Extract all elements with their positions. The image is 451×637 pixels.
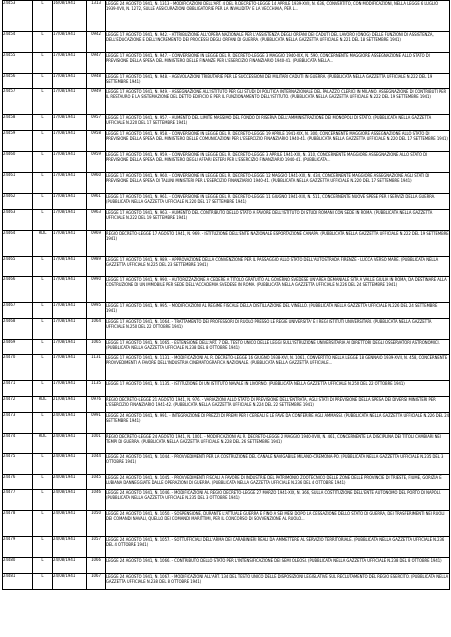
legislation-table [2, 0, 450, 590]
act-title-cell: LEGGE 24 AGOSTO 1941, N. 1066. - CONTRIBUTO DELLO STATO PER L'INTENSIFICAZIONE DEI SEMI OLEOSI. (PUBBLICATA NELLA GAZZETTA UFFICIALE N.238 DEL 8 OTTOBRE 1941) [106, 558, 450, 574]
act-type-cell: L [33, 152, 53, 173]
act-title-cell: LEGGE 24 AGOSTO 1941, N. 1046. - MODIFICAZIONI AL REGIO DECRETO-LEGGE 27 MARZO 1941-XIX, N. 366, SULLA COSTITUZIONE DELL'ENTE AUTONOMO DEL PORTO DI NAPOLI. (PUBBLICATA NELLA GAZZETTA UFFICIALE N.235 DEL 3 OTTOBRE 1941) [106, 490, 450, 511]
act-date-cell: 16/08/1941 [53, 1, 87, 32]
act-title-cell: LEGGE 17 AGOSTO 1941, N. 961. - CONVERSIONE IN LEGGE DEL R. DECRETO-LEGGE 11 GIUGNO 1941-XIX, N. 511, CONCERNENTE NUOVE SPESE PER I SERVIZI DELLA GUERRA. (PUBBLICATA NELLA GAZZETTA UFFICIALE N.220 DEL 17 SETTEMBRE 1941) [106, 194, 450, 210]
act-type-cell: L [33, 490, 53, 511]
act-date-cell: 17/08/1941 [53, 319, 87, 340]
act-date-cell: 24/08/1941 [53, 511, 87, 537]
act-date-cell: 17/08/1941 [53, 340, 87, 355]
table-row [3, 32, 450, 53]
act-date-cell: 17/08/1941 [53, 231, 87, 257]
act-type-cell: L [33, 537, 53, 558]
record-number-cell: 24462 [3, 194, 33, 210]
table-row [3, 210, 450, 231]
record-number-cell: 24461 [3, 173, 33, 194]
act-type-cell: L [33, 173, 53, 194]
table-row [3, 355, 450, 381]
act-type-cell: L [33, 475, 53, 490]
act-type-cell: L [33, 257, 53, 277]
record-number-cell: 24477 [3, 490, 33, 511]
act-title-cell: LEGGE 24 AGOSTO 1941, N. 1067. - MODIFICAZIONI ALL'ART. 134 DEL TESTO UNICO DELLE DISPOSIZIONI LEGISLATIVE SUL RECLUTAMENTO DEL REGIO ESERCITO. (PUBBLICATA NELLA GAZZETTA UFFICIALE N.238 DEL 8 OTTOBRE 1941) [106, 574, 450, 590]
table-row [3, 74, 450, 89]
act-type-cell: L [33, 574, 53, 590]
act-number-cell: 1050 [87, 511, 106, 537]
act-type-cell: L [33, 511, 53, 537]
act-type-cell: RDL [33, 434, 53, 454]
act-date-cell: 24/08/1941 [53, 454, 87, 475]
act-title-cell: LEGGE 24 AGOSTO 1941, N. 991. - INTEGRAZIONE DI PREZZI DI PREMI PER I CEREALI E LE FAVE DA CONFERIRE AGLI AMMASSI. (PUBBLICATA NELLA GAZZETTA UFFICIALE N.226 DEL 24 SETTEMBRE 1941) [106, 413, 450, 434]
table-row [3, 475, 450, 490]
table-row [3, 131, 450, 152]
record-number-cell: 24478 [3, 511, 33, 537]
act-number-cell: 0963 [87, 210, 106, 231]
record-number-cell: 24469 [3, 340, 33, 355]
table-row [3, 194, 450, 210]
table-row [3, 89, 450, 115]
act-number-cell: 0990 [87, 277, 106, 303]
table-row [3, 303, 450, 319]
record-number-cell: 24470 [3, 355, 33, 381]
table-row [3, 152, 450, 173]
table-row [3, 231, 450, 257]
act-date-cell: 17/08/1941 [53, 131, 87, 152]
act-date-cell: 24/08/1941 [53, 475, 87, 490]
table-row [3, 434, 450, 454]
act-date-cell: 17/08/1941 [53, 53, 87, 74]
act-date-cell: 24/08/1941 [53, 574, 87, 590]
table-row [3, 257, 450, 277]
table-row [3, 53, 450, 74]
table-row [3, 397, 450, 413]
act-type-cell: L [33, 194, 53, 210]
act-number-cell: 0989 [87, 257, 106, 277]
act-type-cell: L [33, 413, 53, 434]
act-date-cell: 17/08/1941 [53, 381, 87, 397]
act-date-cell: 17/08/1941 [53, 257, 87, 277]
act-title-cell: LEGGE 17 AGOSTO 1941, N. 990. - AUTORIZZAZIONE A CEDERE A TITOLO GRATUITO AL GOVERNO SVEDESE UN'AREA DEMANIALE SITA A VALLE GIULIA IN ROMA, DA DESTINARE ALLA COSTRUZIONE DI UN IMMOBILE PER SEDE DELL'ACCADEMIA SVEDESE IN ROMA. (PUBBLICATA NELLA GAZZETTA UFFICIALE N.226 DEL 24 SETTEMBRE 1941) [106, 277, 450, 303]
table-row [3, 537, 450, 558]
record-number-cell: 24465 [3, 257, 33, 277]
record-number-cell: 24481 [3, 574, 33, 590]
act-date-cell: 24/08/1941 [53, 490, 87, 511]
act-number-cell: 1313 [87, 1, 106, 32]
record-number-cell: 24463 [3, 210, 33, 231]
record-number-cell: 24474 [3, 434, 33, 454]
record-number-cell: 24480 [3, 558, 33, 574]
table-row [3, 574, 450, 590]
table-row [3, 115, 450, 131]
act-type-cell: L [33, 381, 53, 397]
act-number-cell: 0961 [87, 194, 106, 210]
act-number-cell: 0948 [87, 74, 106, 89]
act-number-cell: 0949 [87, 89, 106, 115]
act-date-cell: 17/08/1941 [53, 74, 87, 89]
act-number-cell: 1044 [87, 454, 106, 475]
table-row [3, 413, 450, 434]
record-number-cell: 24464 [3, 231, 33, 257]
act-date-cell: 17/08/1941 [53, 32, 87, 53]
act-type-cell: L [33, 340, 53, 355]
act-date-cell: 21/08/1941 [53, 397, 87, 413]
record-number-cell: 24460 [3, 152, 33, 173]
act-title-cell: LEGGE 17 AGOSTO 1941, N. 989. - APPROVAZIONE DELLA CONVENZIONE PER IL PASSAGGIO ALLO STATO DELL'AUTOSTRADA FIRENZE - LUCCA VERSO MARE. (PUBBLICATA NELLA GAZZETTA UFFICIALE N.225 DEL 23 SETTEMBRE 1941) [106, 257, 450, 277]
act-number-cell: 1066 [87, 558, 106, 574]
act-number-cell: 0969 [87, 231, 106, 257]
act-number-cell: 0957 [87, 115, 106, 131]
act-title-cell: LEGGE 24 AGOSTO 1941, N. 1045. - PROVVEDIMENTI FISCALI A FAVORE DI INDUSTRIE DEL PATRIMONIO ZOOTECNICO DELLE ZONE DELLE PROVINCIE DI TRIESTE, FIUME, GORIZIA E LUBIANA DANNEGGIATE DALLE OPERAZIONI DI GUERRA. (PUBBLICATA NELLA GAZZETTA UFFICIALE N.236 DEL 4 OTTOBRE 1941) [106, 475, 450, 490]
record-number-cell: 24479 [3, 537, 33, 558]
act-title-cell: LEGGE 17 AGOSTO 1941, N. 948. - AGEVOLAZIONI TRIBUTARIE PER LE SUCCESSIONI DEI MILITARI CADUTI IN GUERRA. (PUBBLICATA NELLA GAZZETTA UFFICIALE N.222 DEL 19 SETTEMBRE 1941) [106, 74, 450, 89]
act-date-cell: 24/08/1941 [53, 434, 87, 454]
record-number-cell: 24454 [3, 32, 33, 53]
act-number-cell: 0959 [87, 152, 106, 173]
act-date-cell: 17/08/1941 [53, 355, 87, 381]
table-row [3, 454, 450, 475]
act-number-cell: 0942 [87, 32, 106, 53]
act-type-cell: L [33, 131, 53, 152]
act-number-cell: 0976 [87, 397, 106, 413]
act-type-cell: L [33, 277, 53, 303]
act-title-cell: REGIO DECRETO-LEGGE 24 AGOSTO 1941, N. 1001. - MODIFICAZIONI AL R. DECRETO-LEGGE 2 MAGGIO 1940-XVIII, N. 461, CONCERNENTE LA DISCIPLINA DEI TITOLI CAMBIARI NEI TEMPI DI GUERRA. (PUBBLICATA NELLA GAZZETTA UFFICIALE N.228 DEL 26 SETTEMBRE 1941) [106, 434, 450, 454]
act-number-cell: 0995 [87, 303, 106, 319]
act-date-cell: 17/08/1941 [53, 277, 87, 303]
table-row [3, 511, 450, 537]
record-number-cell: 24456 [3, 74, 33, 89]
table-row [3, 319, 450, 340]
act-date-cell: 17/08/1941 [53, 210, 87, 231]
record-number-cell: 24466 [3, 277, 33, 303]
act-type-cell: RDL [33, 231, 53, 257]
act-type-cell: L [33, 1, 53, 32]
act-title-cell: LEGGE 24 AGOSTO 1941, N. 1050. - SOSPENSIONE, DURANTE L'ATTUALE GUERRA E FINO A SEI MESI DOPO LA CESSAZIONE DELLO STATO DI GUERRA, DEI TRASFERIMENTI NEI RUOLI DEI COMANDI NAVALI, QUELLO DEI COMANDI MARITTIMI, PER IL CONCORSO DI SOVVENZIONE AL RUOLO... [106, 511, 450, 537]
act-type-cell: L [33, 319, 53, 340]
table-row [3, 1, 450, 32]
act-title-cell: LEGGE 17 AGOSTO 1941, N. 957. - AUMENTO DEL LIMITE MASSIMO DEL FONDO DI RISERVA DELL'AMMINISTRAZIONE DEI MONOPOLI DI STATO. (PUBBLICATA NELLA GAZZETTA UFFICIALE N.220 DEL 17 SETTEMBRE 1941) [106, 115, 450, 131]
record-number-cell: 24475 [3, 454, 33, 475]
table-row [3, 381, 450, 397]
act-title-cell: LEGGE 17 AGOSTO 1941, N. 1064. - TRATTAMENTO DEI PROFESSORI DI RUOLO PRESSO LE REGIE UNIVERSITA' E I REGI ISTITUTI UNIVERSITARI. (PUBBLICATA NELLA GAZZETTA UFFICIALE N.250 DEL 22 OTTOBRE 1941) [106, 319, 450, 340]
act-number-cell: 0947 [87, 53, 106, 74]
act-type-cell: L [33, 32, 53, 53]
act-date-cell: 24/08/1941 [53, 537, 87, 558]
act-type-cell: L [33, 303, 53, 319]
act-type-cell: L [33, 454, 53, 475]
act-date-cell: 17/08/1941 [53, 89, 87, 115]
record-number-cell: 24467 [3, 303, 33, 319]
act-title-cell: LEGGE 17 AGOSTO 1941, N. 1135. - ISTITUZIONE DI UN ISTITUTO NAVALE IN LIVORNO. (PUBBLICATA NELLA GAZZETTA UFFICIALE N.250 DEL 22 OTTOBRE 1941) [106, 381, 450, 397]
act-type-cell: L [33, 74, 53, 89]
act-date-cell: 17/08/1941 [53, 303, 87, 319]
act-title-cell: LEGGE 17 AGOSTO 1941, N. 959. - CONVERSIONE IN LEGGE DEL R. DECRETO-LEGGE 3 APRILE 1941-XIX, N. 310, CONCERNENTE MAGGIORE ASSEGNAZIONE ALLO STATO DI PREVISIONE DELLA SPESA DEL MINISTERO DEGLI AFFARI ESTERI PER L'ESERCIZIO FINANZIARIO 1940-41. (PUBBLICATA... [106, 152, 450, 173]
act-number-cell: 1065 [87, 340, 106, 355]
record-number-cell: 24458 [3, 115, 33, 131]
act-title-cell: LEGGE 24 AGOSTO 1941, N. 1044. - PROVVEDIMENTI PER LA COSTRUZIONE DEL CANALE NAVIGABILE MILANO-CREMONA-PO. (PUBBLICATA NELLA GAZZETTA UFFICIALE N.235 DEL 3 OTTOBRE 1941) [106, 454, 450, 475]
act-date-cell: 17/08/1941 [53, 194, 87, 210]
act-number-cell: 0960 [87, 173, 106, 194]
act-date-cell: 24/08/1941 [53, 558, 87, 574]
act-title-cell: REGIO DECRETO-LEGGE 21 AGOSTO 1941, N. 976. - VARIAZIONI ALLO STATO DI PREVISIONE DELL'ENTRATA, AGLI STATI DI PREVISIONE DELLA SPESA DEI DIVERSI MINISTERI PER L'ESERCIZIO FINANZIARIO 1941-42. (PUBBLICATA NELLA GAZZETTA UFFICIALE N.224 DEL 22 SETTEMBRE 1941) [106, 397, 450, 413]
act-date-cell: 17/08/1941 [53, 115, 87, 131]
act-number-cell: 1131 [87, 355, 106, 381]
act-type-cell: L [33, 89, 53, 115]
table-row [3, 277, 450, 303]
act-number-cell: 0958 [87, 131, 106, 152]
act-number-cell: 1046 [87, 490, 106, 511]
act-number-cell: 1064 [87, 319, 106, 340]
act-type-cell: L [33, 355, 53, 381]
act-type-cell: L [33, 53, 53, 74]
table-row [3, 340, 450, 355]
legislation-table-body [3, 1, 450, 590]
record-number-cell: 24471 [3, 381, 33, 397]
record-number-cell: 24457 [3, 89, 33, 115]
record-number-cell: 24473 [3, 413, 33, 434]
act-title-cell: LEGGE 17 AGOSTO 1941, N. 942. - ATTRIBUZIONE ALL'OPERA NAZIONALE PER L'ASSISTENZA DEGLI ORFANI DEI CADUTI DEL LAVORO (ONOG) DELLE FUNZIONI DI ASSISTENZA, DELL'EDUCAZIONE E DELL'INCREMENTO DEI PROCESSI DEGLI ORFANI DI GUERRA. (PUBBLICATA NELLA GAZZETTA UFFICIALE N.221 DEL 18 SETTEMBRE 1941) [106, 32, 450, 53]
record-number-cell: 24453 [3, 1, 33, 32]
table-row [3, 173, 450, 194]
act-title-cell: LEGGE 24 AGOSTO 1941, N. 1313 - MODIFICAZIONI DELL'ART. 4 DEL R.DECRETO-LEGGE 14 APRILE 1939-XVII, N. 636, CONVERTITO, CON MODIFICAZIONI, NELLA LEGGE 6 LUGLIO 1939-XVII, N. 1272, SULLE ASSICURAZIONI OBBLIGATORIE PER LA INVALIDITA' E LA VECCHIAIA, PER L... [106, 1, 450, 32]
act-type-cell: L [33, 558, 53, 574]
act-date-cell: 24/08/1941 [53, 413, 87, 434]
record-number-cell: 24459 [3, 131, 33, 152]
act-title-cell: LEGGE 17 AGOSTO 1941, N. 949. - ASSEGNAZIONE ALL'ISTITUTO PER GLI STUDI DI POLITICA INTERNAZIONALE DEL PALAZZO CLERICI IN MILANO. ASSEGNAZIONE DI CONTRIBUTI PER IL RESTAURO E LA SISTEMAZIONE DEL DETTO EDIFICIO E PER IL FUNZIONAMENTO DELL'ISTITUTO. (PUBBLICATA NELLA GAZZETTA UFFICIALE N.222 DEL 19 SETTEMBRE 1941) [106, 89, 450, 115]
act-title-cell: LEGGE 17 AGOSTO 1941, N. 1065. - ESTENSIONE DELL'ART. 7 DEL TESTO UNICO DELLE LEGGI SULL'ISTRUZIONE UNIVERSITARIA AI DIRETTORI DEGLI OSSERVATORI ASTRONOMICI. (PUBBLICATA NELLA GAZZETTA UFFICIALE N.238 DEL 8 OTTOBRE 1941) [106, 340, 450, 355]
table-row [3, 490, 450, 511]
act-number-cell: 1001 [87, 434, 106, 454]
act-number-cell: 1067 [87, 574, 106, 590]
act-number-cell: 1057 [87, 537, 106, 558]
act-title-cell: LEGGE 17 AGOSTO 1941, N. 960. - CONVERSIONE IN LEGGE DEL R. DECRETO-LEGGE 12 MAGGIO 1941-XIX, N. 434, CONCERNENTE MAGGIORE ASSEGNAZIONE AGLI STATI DI PREVISIONE DELLA SPESA DI TALUNI MINISTERI PER L'ESERCIZIO FINANZIARIO 1940-41. (PUBBLICATA NELLA GAZZETTA UFFICIALE N.220 DEL 17 SETTEMBRE 1941) [106, 173, 450, 194]
act-title-cell: LEGGE 17 AGOSTO 1941, N. 1131. - MODIFICAZIONI AL R. DECRETO-LEGGE 16 GIUGNO 1938-XVI, N. 1061, CONVERTITO NELLA LEGGE 18 GENNAIO 1939-XVII, N. 458, CONCERNENTE PROVVEDIMENTI A FAVORE DELL'INDUSTRIA CINEMATOGRAFICA NAZIONALE. (PUBBLICATA NELLA GAZZETTA UFFICIALE... [106, 355, 450, 381]
act-title-cell: LEGGE 17 AGOSTO 1941, N. 958. - CONVERSIONE IN LEGGE DEL R. DECRETO-LEGGE 19 APRILE 1941-XIX, N. 300, CONCERNENTE MAGGIORE ASSEGNAZIONE ALLO STATO DI PREVISIONE DELLA SPESA DEL MINISTERO DELLE COMUNICAZIONI PER L'ESERCIZIO FINANZIARIO 1940-41. (PUBBLICATA NELLA GAZZETTA UFFICIALE N.220 DEL 17 SETTEMBRE 1941) [106, 131, 450, 152]
record-number-cell: 24476 [3, 475, 33, 490]
act-number-cell: 1135 [87, 381, 106, 397]
act-title-cell: REGIO DECRETO-LEGGE 17 AGOSTO 1941, N. 969. - ISTITUZIONE DELL'ENTE NAZIONALE ESPORTAZIONE CANAPA. (PUBBLICATA NELLA GAZZETTA UFFICIALE N.222 DEL 19 SETTEMBRE 1941) [106, 231, 450, 257]
act-date-cell: 17/08/1941 [53, 152, 87, 173]
act-title-cell: LEGGE 17 AGOSTO 1941, N. 995. - MODIFICAZIONI AL REGIME FISCALE DELLA DISTILLAZIONE DEL VINELLO. (PUBBLICATA NELLA GAZZETTA UFFICIALE N.226 DEL 24 SETTEMBRE 1941) [106, 303, 450, 319]
record-number-cell: 24472 [3, 397, 33, 413]
act-type-cell: L [33, 115, 53, 131]
record-number-cell: 24468 [3, 319, 33, 340]
act-number-cell: 0991 [87, 413, 106, 434]
act-title-cell: LEGGE 17 AGOSTO 1941, N. 963. - AUMENTO DEL CONTRIBUTO DELLO STATO A FAVORE DELL'ISTITUTO DI STUDI ROMANI CON SEDE IN ROMA. (PUBBLICATA NELLA GAZZETTA UFFICIALE N.222 DEL 19 SETTEMBRE 1941) [106, 210, 450, 231]
table-row [3, 558, 450, 574]
act-type-cell: L [33, 210, 53, 231]
act-title-cell: LEGGE 17 AGOSTO 1941, N. 947. - CONVERSIONE IN LEGGE DEL R. DECRETO-LEGGE 3 MAGGIO 1940-XIX, N. 590, CONCERNENTE MAGGIORE ASSEGNAZIONE ALLO STATO DI PREVISIONE DELLA SPESA DEL MINISTERO DELLE FINANZE PER L'ESERCIZIO FINANZIARIO 1940-41. (PUBBLICATA NELLA... [106, 53, 450, 74]
record-number-cell: 24455 [3, 53, 33, 74]
act-number-cell: 1045 [87, 475, 106, 490]
act-date-cell: 17/08/1941 [53, 173, 87, 194]
act-title-cell: LEGGE 24 AGOSTO 1941, N. 1057. - SOTTUFFICIALI DELL'ARMA DEI CARABINIERI REALI DA AMMETTERE AL SERVIZIO TERRITORIALE. (PUBBLICATA NELLA GAZZETTA UFFICIALE N.236 DEL 4 OTTOBRE 1941) [106, 537, 450, 558]
act-type-cell: RDL [33, 397, 53, 413]
